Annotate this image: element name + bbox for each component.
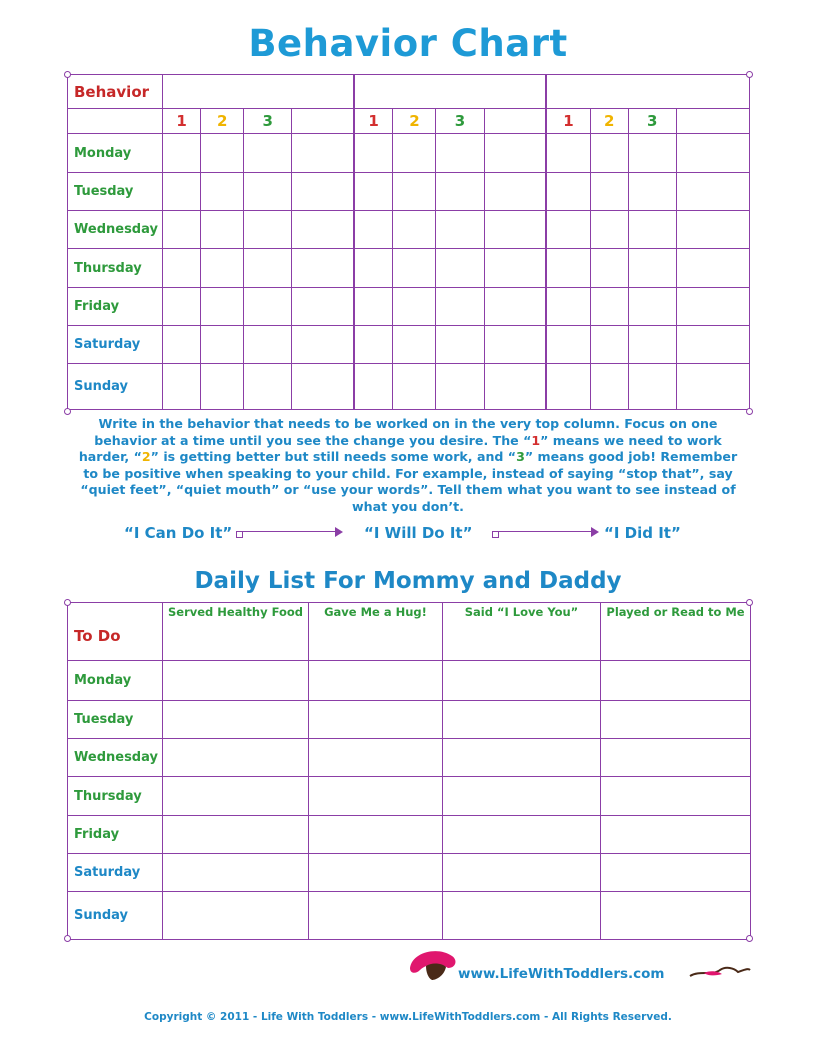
check-cell[interactable]	[201, 134, 244, 173]
check-cell[interactable]	[292, 364, 354, 410]
check-cell[interactable]	[601, 701, 751, 739]
check-cell[interactable]	[309, 661, 443, 701]
website-link[interactable]: www.LifeWithToddlers.com	[458, 966, 665, 982]
check-cell[interactable]	[628, 173, 676, 211]
check-cell[interactable]	[443, 701, 601, 739]
day-row	[68, 854, 751, 892]
check-cell[interactable]	[628, 288, 676, 326]
day-label: Friday	[68, 816, 163, 854]
check-cell[interactable]	[590, 211, 628, 249]
check-cell[interactable]	[484, 211, 546, 249]
check-cell[interactable]	[163, 249, 201, 288]
day-label: Thursday	[68, 249, 163, 288]
check-cell[interactable]	[546, 249, 590, 288]
check-cell[interactable]	[201, 249, 244, 288]
check-cell[interactable]	[436, 211, 484, 249]
check-cell[interactable]	[436, 326, 484, 364]
check-cell[interactable]	[163, 134, 201, 173]
check-cell[interactable]	[292, 211, 354, 249]
arrow-line-icon	[243, 531, 335, 532]
day-row	[68, 211, 750, 249]
check-cell[interactable]	[309, 701, 443, 739]
rating-label: 1	[546, 109, 590, 134]
check-cell[interactable]	[628, 211, 676, 249]
day-row	[68, 816, 751, 854]
check-cell[interactable]	[546, 211, 590, 249]
check-cell[interactable]	[244, 211, 292, 249]
day-label: Monday	[68, 661, 163, 701]
blank-cell	[68, 109, 163, 134]
day-row	[68, 288, 750, 326]
check-cell[interactable]	[393, 326, 436, 364]
check-cell[interactable]	[354, 173, 393, 211]
check-cell[interactable]	[354, 211, 393, 249]
day-label: Saturday	[68, 326, 163, 364]
day-row	[68, 326, 750, 364]
check-cell[interactable]	[676, 288, 749, 326]
check-cell[interactable]	[163, 701, 309, 739]
check-cell[interactable]	[443, 661, 601, 701]
check-cell[interactable]	[244, 326, 292, 364]
corner-circle-icon	[746, 935, 753, 942]
check-cell[interactable]	[393, 249, 436, 288]
check-cell[interactable]	[484, 249, 546, 288]
check-cell[interactable]	[393, 211, 436, 249]
daily-list-table	[67, 602, 751, 940]
copyright-text: Copyright © 2011 - Life With Toddlers - www.LifeWithToddlers.com - All Rights Reserved.	[144, 1011, 672, 1023]
check-cell[interactable]	[546, 364, 590, 410]
behavior-entry-cell[interactable]	[354, 75, 546, 109]
check-cell[interactable]	[436, 364, 484, 410]
check-cell[interactable]	[244, 288, 292, 326]
corner-circle-icon	[746, 408, 753, 415]
check-cell[interactable]	[393, 134, 436, 173]
check-cell[interactable]	[309, 854, 443, 892]
rating-label: 1	[163, 109, 201, 134]
day-label: Wednesday	[68, 739, 163, 777]
rating-header-row	[68, 109, 750, 134]
check-cell[interactable]	[201, 173, 244, 211]
day-row	[68, 777, 751, 816]
day-row	[68, 364, 750, 410]
check-cell[interactable]	[676, 134, 749, 173]
corner-circle-icon	[746, 71, 753, 78]
todo-header: To Do	[68, 603, 163, 661]
check-cell[interactable]	[393, 173, 436, 211]
day-label: Tuesday	[68, 173, 163, 211]
behavior-header: Behavior	[68, 75, 163, 109]
instructions-text: ” means good job! Remember to be positive when speaking to your child. For example, instead of saying “stop that”, say “quiet feet”, “quiet mouth” or “use your words”. Tell them what you want to see instead of what you don’t.	[80, 449, 738, 514]
check-cell[interactable]	[590, 326, 628, 364]
check-cell[interactable]	[163, 661, 309, 701]
check-cell[interactable]	[601, 816, 751, 854]
check-cell[interactable]	[443, 854, 601, 892]
rating-label: 1	[354, 109, 393, 134]
check-cell[interactable]	[590, 134, 628, 173]
column-header: Played or Read to Me	[601, 603, 751, 661]
instructions-text: ” is getting better but still needs some work, and “	[150, 449, 517, 464]
check-cell[interactable]	[292, 249, 354, 288]
check-cell[interactable]	[436, 288, 484, 326]
check-cell[interactable]	[163, 288, 201, 326]
check-cell[interactable]	[244, 364, 292, 410]
check-cell[interactable]	[309, 777, 443, 816]
day-label: Tuesday	[68, 701, 163, 739]
check-cell[interactable]	[244, 134, 292, 173]
rating-label: 3	[628, 109, 676, 134]
rating-label: 2	[201, 109, 244, 134]
check-cell[interactable]	[201, 364, 244, 410]
progression-step: “I Did It”	[604, 524, 681, 542]
column-header: Said “I Love You”	[443, 603, 601, 661]
check-cell[interactable]	[484, 364, 546, 410]
check-cell[interactable]	[546, 288, 590, 326]
day-label: Saturday	[68, 854, 163, 892]
day-label: Sunday	[68, 364, 163, 410]
blank-cell	[484, 109, 546, 134]
progression-step: “I Can Do It”	[124, 524, 233, 542]
check-cell[interactable]	[292, 134, 354, 173]
check-cell[interactable]	[354, 288, 393, 326]
check-cell[interactable]	[628, 326, 676, 364]
behavior-name-row	[68, 75, 750, 109]
corner-circle-icon	[746, 599, 753, 606]
daily-list-title: Daily List For Mommy and Daddy	[194, 568, 622, 594]
check-cell[interactable]	[484, 326, 546, 364]
rating-label: 3	[244, 109, 292, 134]
check-cell[interactable]	[309, 739, 443, 777]
daily-header-row	[68, 603, 751, 661]
check-cell[interactable]	[601, 854, 751, 892]
check-cell[interactable]	[244, 249, 292, 288]
check-cell[interactable]	[546, 173, 590, 211]
progression-step: “I Will Do It”	[364, 524, 473, 542]
check-cell[interactable]	[292, 288, 354, 326]
check-cell[interactable]	[590, 288, 628, 326]
check-cell[interactable]	[163, 892, 309, 940]
check-cell[interactable]	[436, 134, 484, 173]
check-cell[interactable]	[163, 326, 201, 364]
check-cell[interactable]	[163, 816, 309, 854]
check-cell[interactable]	[163, 211, 201, 249]
day-row	[68, 249, 750, 288]
check-cell[interactable]	[676, 364, 749, 410]
check-cell[interactable]	[443, 777, 601, 816]
check-cell[interactable]	[601, 777, 751, 816]
arrow-line-icon	[499, 531, 591, 532]
day-label: Thursday	[68, 777, 163, 816]
check-cell[interactable]	[484, 134, 546, 173]
check-cell[interactable]	[601, 661, 751, 701]
check-cell[interactable]	[443, 892, 601, 940]
day-label: Monday	[68, 134, 163, 173]
check-cell[interactable]	[354, 364, 393, 410]
column-header: Gave Me a Hug!	[309, 603, 443, 661]
check-cell[interactable]	[436, 173, 484, 211]
instructions-number: 1	[531, 432, 541, 448]
check-cell[interactable]	[309, 892, 443, 940]
check-cell[interactable]	[590, 249, 628, 288]
check-cell[interactable]	[354, 134, 393, 173]
instructions-number: 2	[141, 449, 151, 464]
column-header: Served Healthy Food	[163, 603, 309, 661]
check-cell[interactable]	[443, 816, 601, 854]
instructions-text: ” means we need to work harder, “	[78, 432, 722, 464]
check-cell[interactable]	[201, 326, 244, 364]
corner-circle-icon	[64, 935, 71, 942]
check-cell[interactable]	[628, 249, 676, 288]
check-cell[interactable]	[292, 326, 354, 364]
corner-circle-icon	[64, 71, 71, 78]
page-title: Behavior Chart	[248, 22, 568, 65]
check-cell[interactable]	[590, 364, 628, 410]
behavior-table	[67, 74, 750, 410]
check-cell[interactable]	[443, 739, 601, 777]
check-cell[interactable]	[163, 739, 309, 777]
rating-label: 3	[436, 109, 484, 134]
check-cell[interactable]	[163, 854, 309, 892]
check-cell[interactable]	[628, 364, 676, 410]
blank-cell	[292, 109, 354, 134]
day-row	[68, 701, 751, 739]
rating-label: 2	[590, 109, 628, 134]
check-cell[interactable]	[163, 364, 201, 410]
arrow-tail-icon	[236, 531, 243, 538]
day-row	[68, 661, 751, 701]
behavior-entry-cell[interactable]	[163, 75, 354, 109]
check-cell[interactable]	[601, 739, 751, 777]
check-cell[interactable]	[676, 326, 749, 364]
arrow-tail-icon	[492, 531, 499, 538]
arrow-head-icon	[591, 527, 599, 537]
check-cell[interactable]	[676, 249, 749, 288]
instructions-text: Write in the behavior that needs to be worked on in the very top column. Focus on one behavior at a time until you see the change you desire. The “	[94, 416, 718, 448]
check-cell[interactable]	[393, 364, 436, 410]
day-row	[68, 173, 750, 211]
check-cell[interactable]	[309, 816, 443, 854]
corner-circle-icon	[64, 599, 71, 606]
check-cell[interactable]	[628, 134, 676, 173]
check-cell[interactable]	[601, 892, 751, 940]
instructions-paragraph	[70, 416, 746, 515]
check-cell[interactable]	[546, 134, 590, 173]
check-cell[interactable]	[244, 173, 292, 211]
check-cell[interactable]	[354, 249, 393, 288]
rating-label: 2	[393, 109, 436, 134]
check-cell[interactable]	[590, 173, 628, 211]
check-cell[interactable]	[163, 777, 309, 816]
day-row	[68, 892, 751, 940]
check-cell[interactable]	[354, 326, 393, 364]
behavior-entry-cell[interactable]	[546, 75, 749, 109]
check-cell[interactable]	[676, 211, 749, 249]
check-cell[interactable]	[292, 173, 354, 211]
day-row	[68, 739, 751, 777]
check-cell[interactable]	[676, 173, 749, 211]
blank-cell	[676, 109, 749, 134]
instructions-number: 3	[516, 449, 525, 464]
day-label: Sunday	[68, 892, 163, 940]
check-cell[interactable]	[484, 173, 546, 211]
day-label: Friday	[68, 288, 163, 326]
check-cell[interactable]	[201, 288, 244, 326]
check-cell[interactable]	[484, 288, 546, 326]
corner-circle-icon	[64, 408, 71, 415]
arrow-head-icon	[335, 527, 343, 537]
check-cell[interactable]	[393, 288, 436, 326]
day-label: Wednesday	[68, 211, 163, 249]
day-row	[68, 134, 750, 173]
check-cell[interactable]	[201, 211, 244, 249]
check-cell[interactable]	[163, 173, 201, 211]
check-cell[interactable]	[546, 326, 590, 364]
check-cell[interactable]	[436, 249, 484, 288]
